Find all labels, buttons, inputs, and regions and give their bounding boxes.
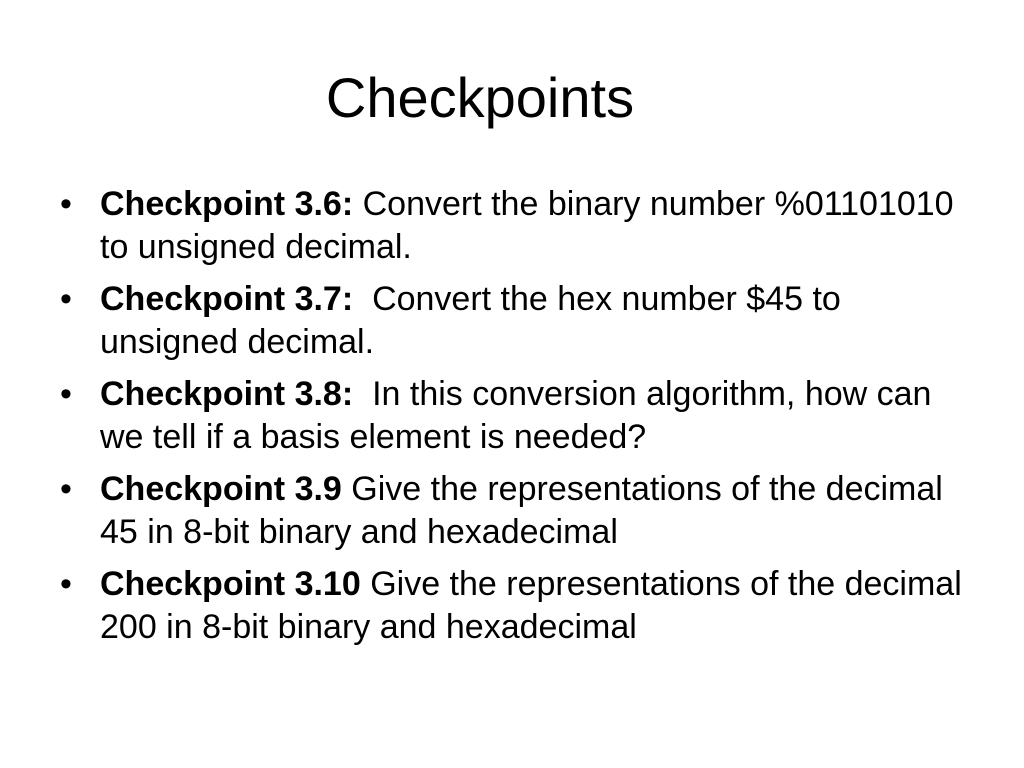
bullet-icon: •: [60, 565, 72, 603]
bullet-icon: •: [60, 470, 72, 508]
bullet-label: Checkpoint 3.10: [100, 565, 361, 603]
bullet-item-checkpoint-3-9: [60, 468, 980, 554]
bullet-text: In this conversion algorithm, how can we tell if a basis element is needed?: [100, 375, 941, 456]
bullet-icon: •: [60, 375, 72, 413]
bullet-icon: •: [60, 185, 72, 223]
bullet-item-checkpoint-3-7: [60, 278, 980, 364]
bullet-label: Checkpoint 3.9: [100, 470, 342, 508]
slide-title: Checkpoints: [325, 66, 635, 129]
bullet-list: [60, 183, 980, 658]
bullet-item-checkpoint-3-8: [60, 373, 980, 459]
bullet-text: Give the representations of the decimal 200 in 8-bit binary and hexadecimal: [100, 565, 962, 646]
bullet-text: Convert the hex number $45 to unsigned decimal.: [100, 280, 851, 361]
bullet-item-checkpoint-3-6: [60, 183, 980, 269]
bullet-label: Checkpoint 3.7:: [100, 280, 354, 318]
bullet-label: Checkpoint 3.6:: [100, 185, 354, 223]
bullet-text: Give the representations of the decimal 45 in 8-bit binary and hexadecimal: [100, 470, 943, 551]
bullet-text: Convert the binary number %01101010 to unsigned decimal.: [100, 185, 954, 266]
bullet-icon: •: [60, 280, 72, 318]
bullet-item-checkpoint-3-10: [60, 563, 980, 649]
bullet-label: Checkpoint 3.8:: [100, 375, 354, 413]
